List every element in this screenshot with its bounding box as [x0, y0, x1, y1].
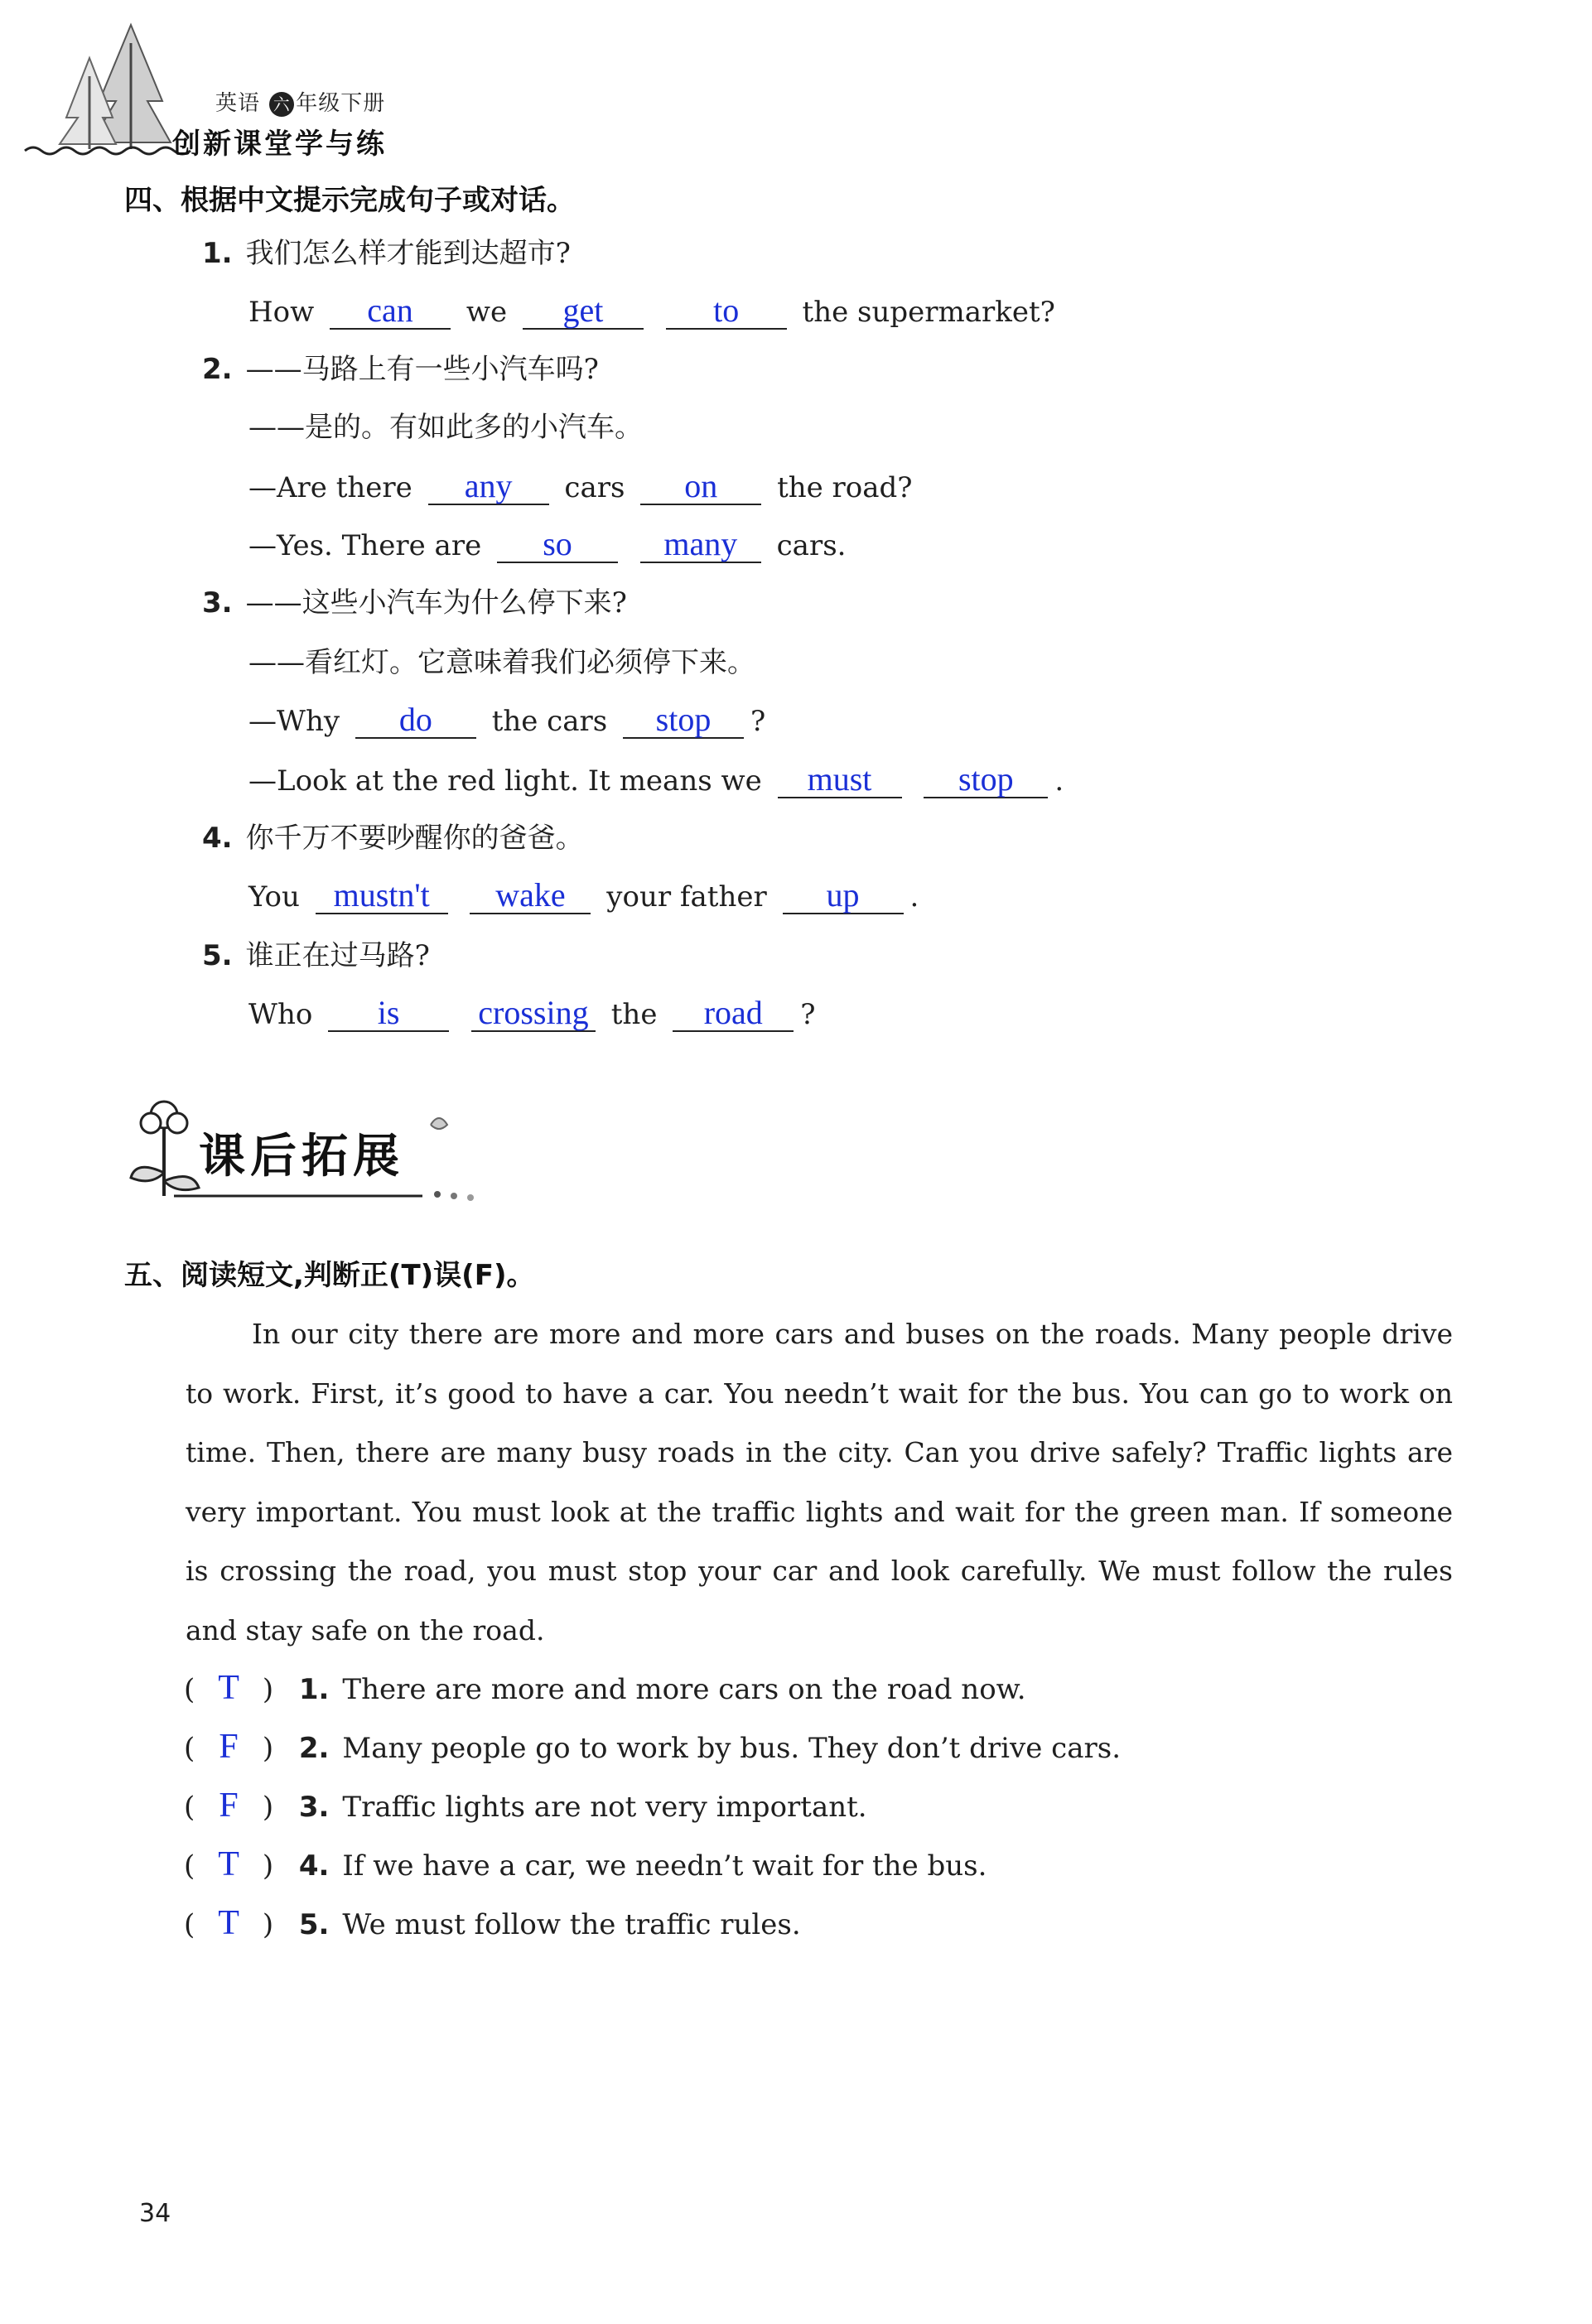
answer-mark: T	[218, 1669, 239, 1707]
text: .	[1054, 764, 1064, 798]
q5-sentence	[248, 996, 816, 1033]
text: ?	[800, 998, 816, 1031]
q2-prompt-2: ——是的。有如此多的小汽车。	[248, 411, 643, 444]
answer-blank: mustn't	[316, 878, 448, 914]
statement-text: Traffic lights are not very important.	[342, 1791, 867, 1824]
answer-blank: wake	[470, 878, 591, 914]
reading-passage	[186, 1304, 1453, 1660]
text: Who	[248, 998, 313, 1031]
text: the supermarket?	[802, 296, 1055, 329]
answer-blank: crossing	[471, 996, 596, 1032]
chinese-prompt: ——马路上有一些小汽车吗?	[245, 353, 599, 386]
answer-mark: F	[219, 1728, 239, 1766]
answer-blank: many	[640, 527, 761, 563]
item-number: 5.	[298, 1908, 330, 1941]
text: —Yes. There are	[248, 529, 482, 562]
chinese-prompt: 谁正在过马路?	[245, 939, 430, 972]
page-number: 34	[139, 2199, 171, 2228]
text: the	[610, 998, 658, 1031]
q3-prompt-2: ——看红灯。它意味着我们必须停下来。	[248, 646, 755, 679]
chinese-prompt: ——这些小汽车为什么停下来?	[245, 586, 627, 620]
item-number: 3.	[298, 1791, 330, 1824]
q1-prompt	[202, 235, 571, 272]
answer-mark: F	[219, 1786, 239, 1825]
text: your father	[606, 880, 767, 914]
statement-text: If we have a car, we needn’t wait for the bus.	[342, 1849, 987, 1883]
q2-prompt-1	[202, 351, 599, 388]
statement-text: We must follow the traffic rules.	[342, 1908, 801, 1941]
text: we	[466, 296, 508, 329]
answer-blank: can	[330, 293, 451, 330]
chinese-prompt: 你千万不要吵醒你的爸爸。	[245, 822, 584, 855]
text: cars.	[776, 529, 847, 562]
answer-blank: up	[783, 878, 904, 914]
tf-item-5: ( T ) 5. We must follow the traffic rules.	[184, 1904, 801, 1942]
chinese-prompt: 我们怎么样才能到达超市?	[245, 237, 571, 270]
section-5-title: 五、阅读短文,判断正(T)误(F)。	[124, 1259, 535, 1292]
question-number: 4.	[202, 822, 233, 855]
item-number: 2.	[298, 1732, 330, 1765]
answer-mark: T	[218, 1845, 239, 1883]
q4-prompt	[202, 820, 584, 856]
q1-sentence	[248, 293, 1055, 330]
tf-item-2: ( F ) 2. Many people go to work by bus. They don’t drive cars.	[184, 1728, 1122, 1766]
q3-sentence-2	[248, 762, 1064, 799]
answer-blank: so	[497, 527, 618, 563]
answer-blank: on	[640, 469, 761, 505]
text: ?	[750, 705, 766, 738]
section-4-title: 四、根据中文提示完成句子或对话。	[124, 184, 575, 217]
volume-label: 年级下册	[296, 91, 386, 116]
item-number: 1.	[298, 1673, 330, 1706]
answer-blank: stop	[924, 762, 1048, 798]
item-number: 4.	[298, 1849, 330, 1883]
q2-sentence-2	[248, 527, 846, 564]
answer-blank: to	[666, 293, 787, 330]
grade-badge: 六	[269, 92, 294, 117]
answer-blank: road	[673, 996, 794, 1032]
statement-text: There are more and more cars on the road now.	[342, 1673, 1026, 1706]
q3-sentence-1	[248, 702, 765, 740]
text: .	[909, 880, 919, 914]
answer-blank: get	[523, 293, 644, 330]
answer-mark: T	[218, 1904, 239, 1942]
header-subject	[215, 86, 385, 117]
subject-label: 英语	[215, 91, 261, 116]
q5-prompt	[202, 938, 430, 974]
after-class-banner	[124, 1092, 514, 1208]
text: You	[248, 880, 300, 914]
question-number: 1.	[202, 237, 233, 270]
text: cars	[564, 471, 625, 504]
header	[23, 18, 437, 159]
answer-blank: do	[355, 702, 476, 739]
banner-label: 课后拓展	[199, 1130, 404, 1184]
text: —Look at the red light. It means we	[248, 764, 762, 798]
tf-item-4: ( T ) 4. If we have a car, we needn’t wait for the bus.	[184, 1845, 987, 1883]
q3-prompt-1	[202, 585, 627, 621]
q4-sentence	[248, 878, 919, 915]
question-number: 2.	[202, 353, 233, 386]
text: How	[248, 296, 315, 329]
text: the cars	[491, 705, 608, 738]
passage-text: In our city there are more and more cars and buses on the roads. Many people drive to work. First, it’s good to have a car. You needn’t wait for the bus. You can go to work on time. Then, there are many busy roads in the city. Can you drive safely? Traffic lights are very important. You must look at the traffic lights and wait for the green man. If someone is crossing the road, you must stop your car and look carefully. We must follow the rules and stay safe on the road.	[186, 1318, 1453, 1647]
question-number: 5.	[202, 939, 233, 972]
answer-blank: stop	[623, 702, 744, 739]
text: —Are there	[248, 471, 412, 504]
answer-blank: must	[778, 762, 902, 798]
question-number: 3.	[202, 586, 233, 620]
tf-item-1: ( T ) 1. There are more and more cars on the road now.	[184, 1669, 1026, 1707]
text: —Why	[248, 705, 340, 738]
answer-blank: any	[428, 469, 549, 505]
q2-sentence-1	[248, 469, 913, 506]
tf-item-3: ( F ) 3. Traffic lights are not very important.	[184, 1786, 867, 1825]
series-title: 创新课堂学与练	[172, 128, 387, 161]
answer-blank: is	[328, 996, 449, 1032]
statement-text: Many people go to work by bus. They don’t drive cars.	[342, 1732, 1122, 1765]
text: the road?	[777, 471, 913, 504]
